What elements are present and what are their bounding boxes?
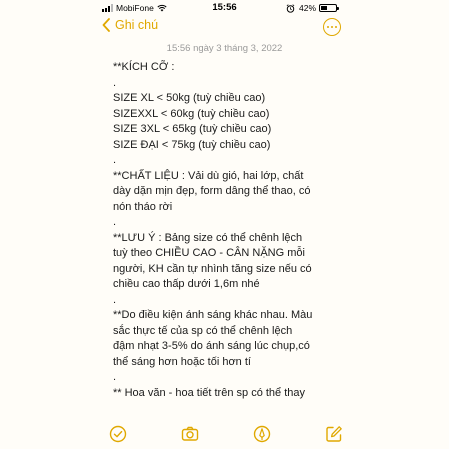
nav-bar xyxy=(0,16,449,40)
note-line: sắc thực tế của sp có thể chênh lệch xyxy=(113,324,293,337)
compose-button[interactable] xyxy=(325,425,343,443)
note-line: SIZE 3XL < 65kg (tuỳ chiều cao) xyxy=(113,123,272,135)
status-time: 15:56 xyxy=(212,2,237,13)
note-line: thể sáng hơn hoặc tối hơn tí xyxy=(113,355,251,368)
camera-button[interactable] xyxy=(181,425,199,443)
note-line: nón tháo rời xyxy=(113,200,173,213)
battery-level-fill xyxy=(321,6,327,10)
note-line: . xyxy=(113,76,117,89)
bottom-toolbar xyxy=(0,420,449,449)
note-body[interactable] xyxy=(113,60,361,420)
note-line: người, KH cần tự nhình tăng size nếu có xyxy=(113,262,312,275)
compose-icon xyxy=(325,425,343,443)
markup-pen-icon xyxy=(253,425,271,443)
note-line: chiều cao thấp dưới 1,6m nhé xyxy=(113,278,260,290)
status-right xyxy=(286,3,337,13)
status-bar xyxy=(0,0,449,16)
checklist-button[interactable] xyxy=(109,425,127,443)
chevron-left-icon xyxy=(102,18,110,32)
note-line: ** Hoa văn - hoa tiết trên sp có thể thay xyxy=(113,386,306,399)
checklist-icon xyxy=(109,425,127,443)
more-options-button[interactable] xyxy=(323,18,341,36)
note-line: **LƯU Ý : Bảng size có thể chênh lệch xyxy=(113,231,303,244)
more-dot xyxy=(331,26,333,28)
note-line: SIZE ĐẠI < 75kg (tuỳ chiều cao) xyxy=(113,138,271,151)
note-line: . xyxy=(113,371,117,383)
more-dot xyxy=(327,26,329,28)
note-line: **Do điều kiện ánh sáng khác nhau. Màu xyxy=(113,309,313,321)
battery-icon xyxy=(319,4,337,12)
note-line: . xyxy=(113,293,117,306)
note-line: SIZEXXL < 60kg (tuỳ chiều cao) xyxy=(113,107,270,120)
markup-button[interactable] xyxy=(253,425,271,443)
note-line: tuỳ theo CHIỀU CAO - CÂN NẶNG mỗi xyxy=(113,247,305,259)
note-line: **CHẤT LIỆU : Vải dù gió, hai lớp, chất xyxy=(113,169,304,182)
alarm-icon xyxy=(286,4,295,13)
camera-icon xyxy=(181,425,199,443)
carrier-name: MobiFone xyxy=(116,3,154,13)
note-line: dày dặn mịn đẹp, form dâng thể thao, có xyxy=(113,185,311,197)
note-timestamp: 15:56 ngày 3 tháng 3, 2022 xyxy=(166,43,283,54)
more-dot xyxy=(335,26,337,28)
note-line: . xyxy=(113,216,117,228)
note-line: SIZE XL < 50kg (tuỳ chiều cao) xyxy=(113,92,266,104)
note-line: đậm nhạt 3-5% do ánh sáng lúc chụp,có xyxy=(113,340,310,352)
back-button[interactable] xyxy=(102,18,158,32)
note-line: **KÍCH CỠ : xyxy=(113,61,175,73)
battery-percent: 42% xyxy=(299,3,317,13)
back-label: Ghi chú xyxy=(115,18,159,32)
note-line: . xyxy=(113,154,117,166)
